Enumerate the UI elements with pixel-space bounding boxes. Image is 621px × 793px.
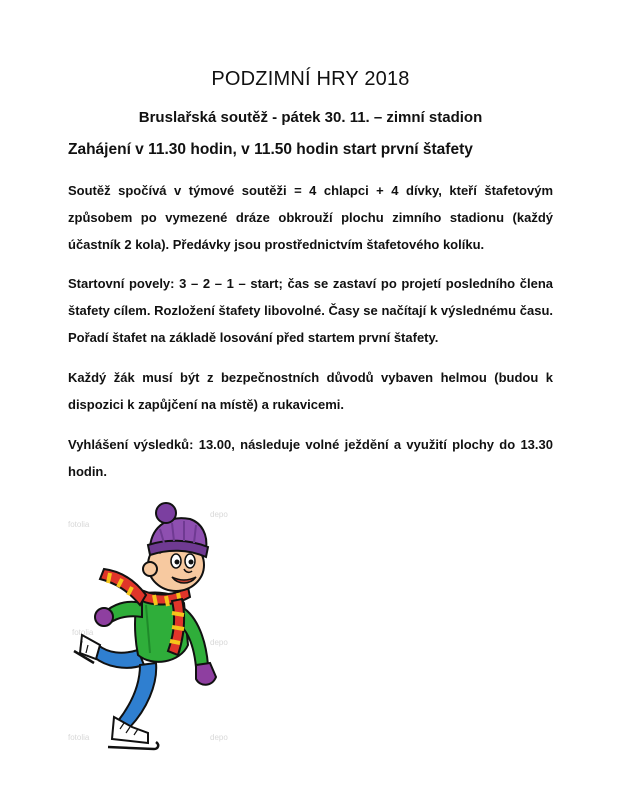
svg-text:depo: depo [210,638,228,647]
paragraph-equipment: Každý žák musí být z bezpečnostních důvodů vybaven helmou (budou k dispozici k zapůjčení na místě) a rukavicemi. [68,370,553,412]
paragraph-start-commands: Startovní povely: 3 – 2 – 1 – start; čas se zastaví po projetí posledního člena štafety cílem. Rozložení štafety libovolné. Časy se načítají k výslednému času. Pořadí štafet na základě losování před startem první štafety. [68,276,553,345]
purple-hat-icon [148,503,208,557]
document-title: PODZIMNÍ HRY 2018 [211,68,410,90]
front-leg [118,663,156,727]
opening-time-line: Zahájení v 11.30 hodin, v 11.50 hodin start první štafety [68,141,473,158]
ice-skating-boy-illustration [60,495,260,765]
hat-pompom-icon [156,503,176,523]
svg-text:fotolia: fotolia [68,733,90,742]
svg-text:depo: depo [210,510,228,519]
paragraph-competition-rules: Soutěž spočívá v týmové soutěži = 4 chlapci + 4 dívky, kteří štafetovým způsobem po vymezené dráze obkrouží plochu zimního stadionu (každý účastník 2 kola). Předávky jsou prostřednictvím štafetového kolíku. [68,183,553,252]
paragraph-results: Vyhlášení výsledků: 13.00, následuje volné ježdění a využití plochy do 13.30 hodin. [68,437,553,479]
svg-text:fotolia: fotolia [68,520,90,529]
left-glove-icon [95,608,113,626]
right-glove-icon [196,663,216,685]
back-skate-icon [74,635,100,663]
document-subtitle: Bruslařská soutěž - pátek 30. 11. – zimní stadion [138,109,483,126]
svg-text:depo: depo [210,733,228,742]
svg-text:fotolia: fotolia [72,628,94,637]
